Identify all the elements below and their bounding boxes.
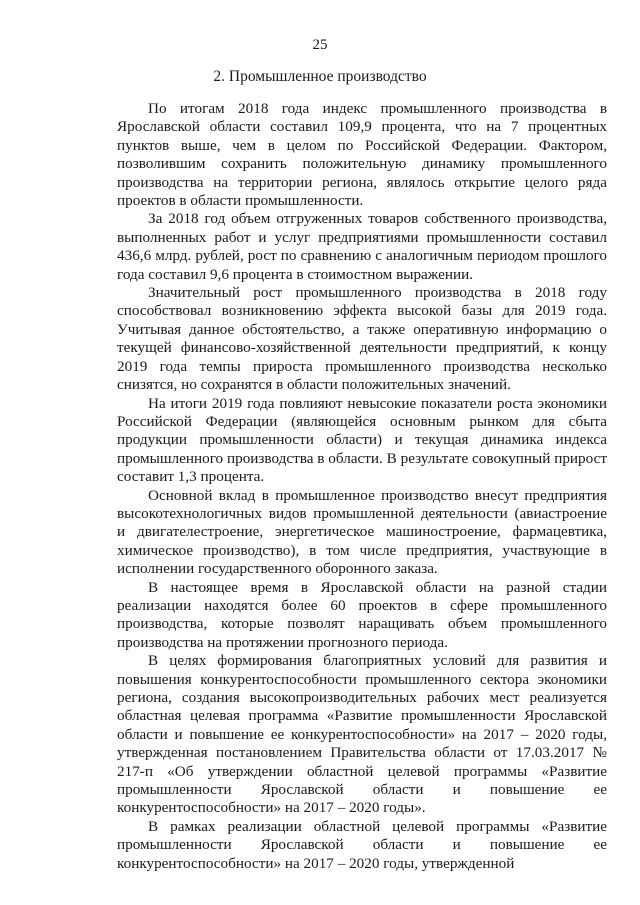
body-text [117,100,607,873]
paragraph: В рамках реализации областной целевой программы «Развитие промышленности Ярославской области и повышение ее конкурентоспособности» на 2017 – 2020 годы, утвержденной [117,817,607,872]
section-heading: 2. Промышленное производство [213,68,427,85]
paragraph: Значительный рост промышленного производства в 2018 году способствовал возникновению эффекта высокой базы для 2019 года. Учитывая данное обстоятельство, а также оперативную информацию о текущей финансово-хозяйственной деятельности предприятий, к концу 2019 года темпы прироста промышленного производства несколько снизятся, но сохранятся в области положительных значений. [117,284,607,394]
paragraph: По итогам 2018 года индекс промышленного производства в Ярославской области составил 109,9 процента, что на 7 процентных пунктов выше, чем в целом по Российской Федерации. Фактором, позволившим сохранить положительную динамику промышленного производства на территории региона, являлось открытие целого ряда проектов в области промышленности. [117,100,607,210]
page-number: 25 [312,37,328,53]
paragraph: Основной вклад в промышленное производство внесут предприятия высокотехнологичных видов промышленной деятельности (авиастроение и двигателестроение, энергетическое машиностроение, фармацевтика, химическое производство), в том числе предприятия, участвующие в исполнении государственного оборонного заказа. [117,486,607,578]
paragraph: В настоящее время в Ярославской области на разной стадии реализации находятся более 60 проектов в сфере промышленного производства, которые позволят наращивать объем промышленного производства на протяжении прогнозного периода. [117,578,607,651]
paragraph: В целях формирования благоприятных условий для развития и повышения конкурентоспособности промышленного сектора экономики региона, создания высокопроизводительных рабочих мест реализуется областная целевая программа «Развитие промышленности Ярославской области и повышение ее конкурентоспособности» на 2017 – 2020 годы, утвержденная постановлением Правительства области от 17.03.2017 № 217-п «Об утверждении областной целевой программы «Развитие промышленности Ярославской области и повышение ее конкурентоспособности» на 2017 – 2020 годы». [117,652,607,817]
paragraph: За 2018 год объем отгруженных товаров собственного производства, выполненных работ и услуг предприятиями промышленности составил 436,6 млрд. рублей, рост по сравнению с аналогичным периодом прошлого года составил 9,6 процента в стоимостном выражении. [117,210,607,283]
paragraph: На итоги 2019 года повлияют невысокие показатели роста экономики Российской Федерации (являющейся основным рынком для сбыта продукции промышленности области) и текущая динамика индекса промышленного производства в области. В результате совокупный прирост составит 1,3 процента. [117,394,607,486]
